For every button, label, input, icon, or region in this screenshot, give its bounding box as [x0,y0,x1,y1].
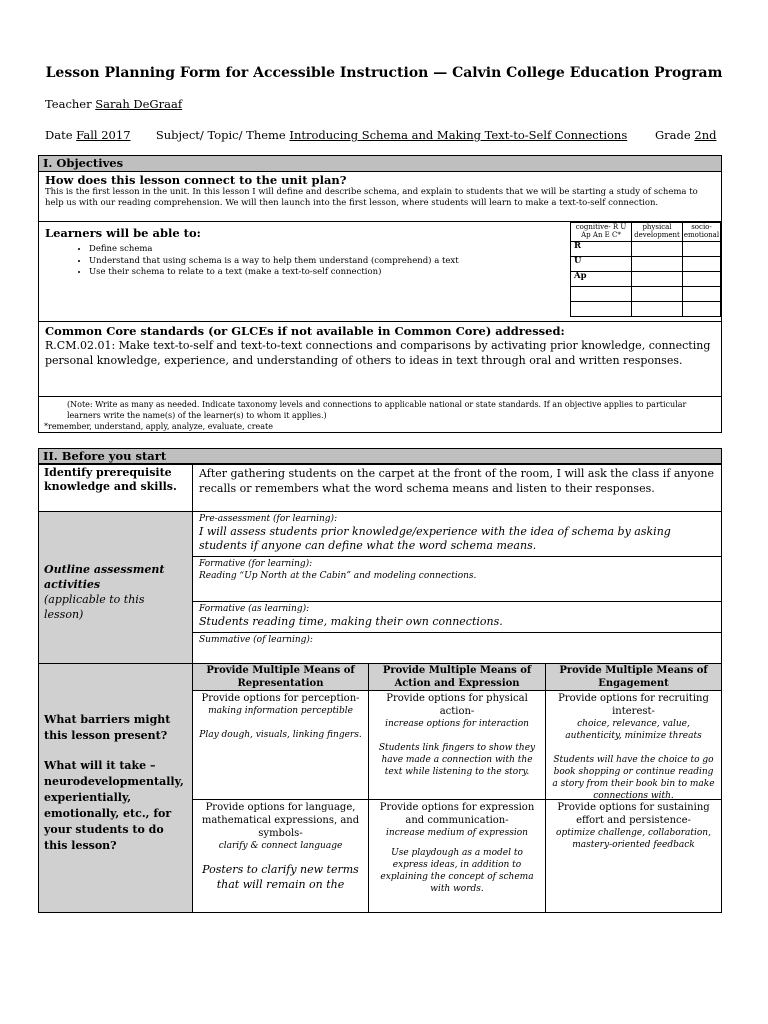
prereq-text: After gathering students on the carpet at the front of the room, I will ask the class if anyone recalls or remembers what the word schema means and listen to their responses. [199,467,714,495]
barriers-label-cell [38,663,193,913]
udl-header-engagement: Provide Multiple Means of Engagement [545,663,722,691]
form2-text: Students reading time, making their own connections. [199,615,503,628]
taxo-level: Ap [571,272,632,287]
note-text: (Note: Write as many as needed. Indicate taxonomy levels and connections to applicable national or state standards. If an objective applies to particular learners write the name(s) of the learner(s) to whom it applies.) [67,400,687,420]
teacher-value: Sarah DeGraaf [95,97,183,111]
udl-r2c2: Provide options for expression and communication- increase medium of expression Use playdough as a model to express ideas, in addition to explaining the concept of schema with words. [368,799,546,913]
taxo-level [571,302,632,317]
standards-block [39,321,721,433]
udl-r1c2: Provide options for physical action- increase options for interaction Students link fingers to show they have made a connection with the text while listening to the story. [368,690,546,800]
learners-block [39,221,721,322]
date-value: Fall 2017 [76,128,131,142]
assess-label-cell [38,511,193,664]
prereq-label-cell [38,463,193,512]
date-line [45,128,627,142]
taxonomy-table [570,222,721,317]
list-item: • Define schema [89,244,721,256]
form1-text: Reading “Up North at the Cabin” and modeling connections. [199,571,477,581]
barriers-q2: What will it take – neurodevelopmentally, experientially, emotionally, etc., for your students to do this lesson? [44,759,184,852]
objectives-header: I. Objectives [39,156,721,172]
udl-r1c3: Provide options for recruiting interest- choice, relevance, value, authenticity, minimize threats Students will have the choice to go book shopping or continue reading a story from their book bin to make connections with. [545,690,722,800]
prereq-text-cell [192,463,722,512]
learners-question: Learners will be able to: [45,226,201,240]
udl-r2c1: Provide options for language, mathematical expressions, and symbols- clarify & connect language Posters to clarify new terms that will remain on the [192,799,369,913]
teacher-line [45,97,182,111]
udl-header-action: Provide Multiple Means of Action and Expression [368,663,546,691]
taxo-level [571,287,632,302]
form2-label: Formative (as learning): [199,604,310,614]
formative-as-cell [192,601,722,633]
prereq-label: Identify prerequisite knowledge and skills. [44,466,177,493]
taxo-level: U [571,257,632,272]
grade-line [655,128,716,142]
connect-text: This is the first lesson in the unit. In this lesson I will define and describe schema, and explain to students that we will be starting a study of schema to help us with our reading comprehension. We will then launch into the first lesson, where students will learn to make a text-to-self connection. [45,187,698,208]
subject-value: Introducing Schema and Making Text-to-Self Connections [289,128,628,142]
summative-cell [192,632,722,664]
udl-r2c3: Provide options for sustaining effort and persistence- optimize challenge, collaboration, mastery-oriented feedback [545,799,722,913]
list-item: • Understand that using schema is a way to help them understand (comprehend) a text [89,256,721,268]
formative-for-cell [192,556,722,602]
udl-r1c1: Provide options for perception- making information perceptible Play dough, visuals, linking fingers. [192,690,369,800]
footnote-text: *remember, understand, apply, analyze, evaluate, create [44,422,273,431]
udl-header-representation: Provide Multiple Means of Representation [192,663,369,691]
taxo-level: R [571,242,632,257]
date-label: Date [45,128,73,142]
subject-label: Subject/ Topic/ Theme [155,128,286,142]
list-item: • Use their schema to relate to a text (make a text-to-self connection) [89,267,721,279]
standards-question: Common Core standards (or GLCEs if not available in Common Core) addressed: [45,324,565,338]
page-title: Lesson Planning Form for Accessible Instruction — Calvin College Education Program [45,65,723,81]
pre-label: Pre-assessment (for learning): [199,514,338,524]
form1-label: Formative (for learning): [199,559,313,569]
pre-assessment-cell [192,511,722,557]
before-header: II. Before you start [39,449,721,465]
objectives-section [38,155,722,433]
standards-text: R.CM.02.01: Make text-to-self and text-to-text connections and comparisons by activating prior knowledge, connecting personal knowledge, experience, and understanding of others to ideas in text through oral and written responses. [45,339,711,367]
summ-label: Summative (of learning): [199,635,313,645]
barriers-q1: What barriers might this lesson present? [44,713,171,742]
taxo-header: cognitive- R U Ap An E C* [571,223,632,242]
grade-value: 2nd [694,128,717,142]
connect-question: How does this lesson connect to the unit plan? [45,173,347,187]
teacher-label: Teacher [45,97,92,111]
grade-label: Grade [655,128,691,142]
assess-sub: (applicable to this lesson) [44,593,145,621]
taxo-header: physical development [632,223,683,242]
pre-text: I will assess students prior knowledge/experience with the idea of schema by asking students if anyone can define what the word schema means. [199,525,671,552]
taxo-header: socio-emotional [683,223,721,242]
assess-label: Outline assessment activities [44,563,165,591]
